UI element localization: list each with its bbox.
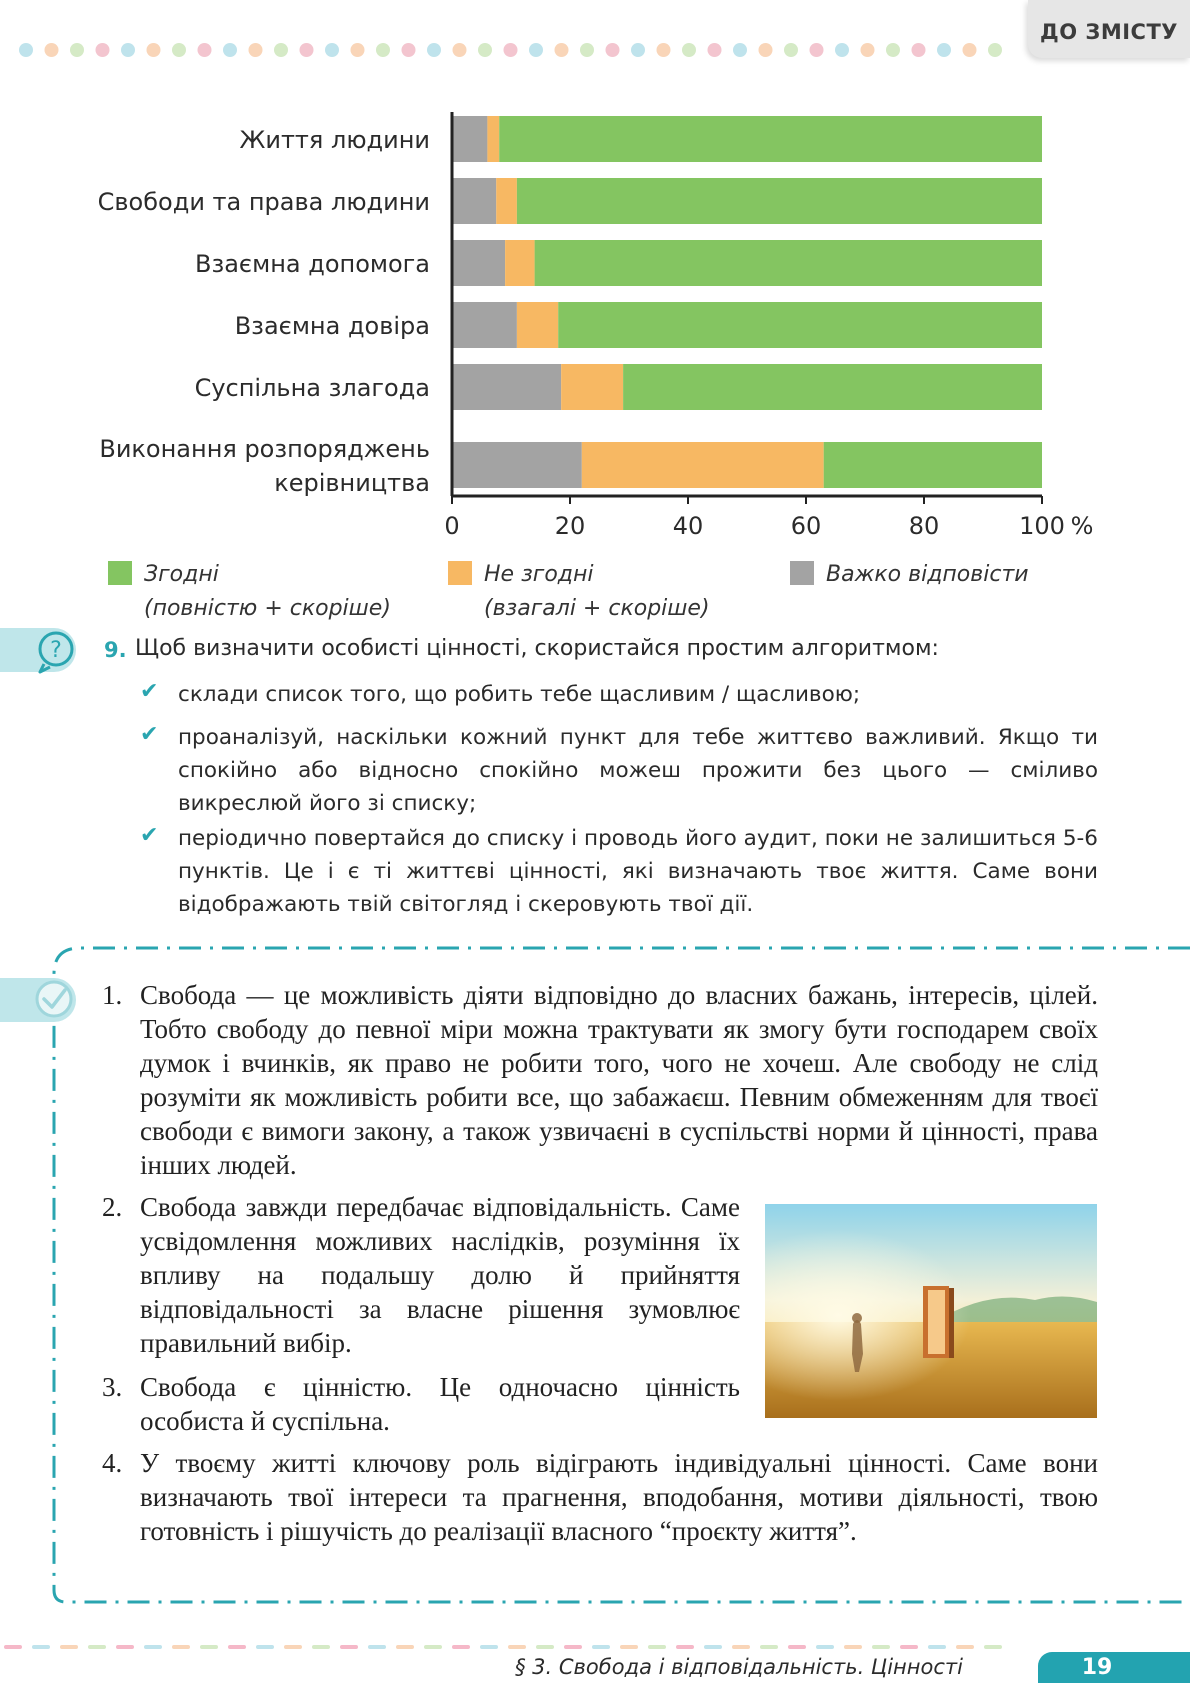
bar-segment-0-1 <box>487 116 499 162</box>
summary-point-text: Свобода є цінністю. Це одночасно цінність особиста й суспільна. <box>140 1372 740 1436</box>
category-label: Взаємна допомога <box>195 250 430 278</box>
page-number: 19 <box>1081 1655 1113 1680</box>
category-label: Життя людини <box>239 126 430 154</box>
summary-point-number: 3. <box>102 1372 123 1402</box>
x-tick-label: 100 <box>1019 512 1065 540</box>
bar-segment-3-2 <box>558 302 1042 348</box>
legend-sublabel-disagree: (взагалі + скоріше) <box>484 596 710 621</box>
summary-point-number: 2. <box>102 1192 123 1222</box>
legend-item-disagree <box>448 558 710 626</box>
legend-item-hard-to-say <box>790 558 1029 592</box>
bar-segment-5-0 <box>452 442 582 488</box>
contents-button[interactable] <box>1028 0 1190 58</box>
bar-segment-2-1 <box>505 240 534 286</box>
x-tick-label: 40 <box>672 512 704 540</box>
legend-swatch-disagree <box>448 561 472 585</box>
task-step-text: періодично повертайся до списку і проводь його аудит, поки не залишиться 5-6 пунктів. Це і є ті життєві цінності, які визначають твоє життя. Саме вони відображають твій світогляд і скеровують твої дії. <box>178 826 1098 917</box>
checkmark-icon: ✔ <box>140 678 159 703</box>
stacked-bar-chart <box>0 100 1190 550</box>
bar-segment-2-2 <box>535 240 1042 286</box>
x-tick-label: 80 <box>908 512 940 540</box>
legend-sublabel-agree: (повністю + скоріше) <box>144 596 391 621</box>
bar-segment-5-1 <box>582 442 824 488</box>
bar-segment-1-0 <box>452 178 496 224</box>
x-unit-label: % <box>1070 512 1094 540</box>
category-label: Виконання розпоряджень <box>99 435 430 463</box>
page-number-badge <box>1038 1652 1190 1683</box>
x-tick-label: 0 <box>444 512 460 540</box>
svg-text:?: ? <box>50 638 62 663</box>
bar-segment-1-2 <box>517 178 1042 224</box>
category-label: керівництва <box>274 469 430 497</box>
x-tick-label: 20 <box>554 512 586 540</box>
summary-point-text: Свобода — це можливість діяти відповідно до власних бажань, інтересів, цілей. Тобто свободу до певної міри можна трактувати як змогу бути господарем своїх думок і вчинків, як право не робити того, чого не хочеш. Але свободу не слід розуміти як можливість робити все, що забажаєш. Певним обмеженням для твоєї свободи є вимоги закону, а також узвичаєні в суспільстві норми й цінності, права інших людей. <box>140 980 1098 1180</box>
summary-point-text: Свобода завжди передбачає відповідальність. Саме усвідомлення можливих наслідків, розуміння їх впливу на подальшу долю й прийняття відповідальності за власне рішення зумовлює правильний вибір. <box>140 1192 740 1358</box>
contents-button-label: ДО ЗМІСТУ <box>1040 20 1178 44</box>
checkmark-icon: ✔ <box>140 822 159 847</box>
top-dots-decoration <box>10 40 1020 60</box>
category-label: Взаємна довіра <box>234 312 430 340</box>
section-title: § 3. Свобода і відповідальність. Цінності <box>515 1655 963 1679</box>
summary-point-text: У твоєму житті ключову роль відіграють індивідуальні цінності. Саме вони визначають твої інтереси та прагнення, вподобання, мотиви діяльності, твою готовність і рішучість до реалізації власного “проєкту життя”. <box>140 1448 1098 1546</box>
bar-segment-0-2 <box>499 116 1042 162</box>
question-icon <box>34 628 78 674</box>
task-step-text: проаналізуй, наскільки кожний пункт для тебе життєво важливий. Якщо ти спокійно або відносно спокійно можеш прожити без цього — сміливо викреслюй його зі списку; <box>178 725 1098 816</box>
legend-swatch-agree <box>108 561 132 585</box>
legend-label-agree: Згодні <box>144 562 219 587</box>
bar-segment-2-0 <box>452 240 505 286</box>
x-tick-label: 60 <box>790 512 822 540</box>
bar-segment-4-2 <box>623 364 1042 410</box>
category-label: Суспільна злагода <box>194 374 430 402</box>
legend-swatch-hard-to-say <box>790 561 814 585</box>
bar-segment-3-0 <box>452 302 517 348</box>
legend-label-hard-to-say: Важко відповісти <box>826 562 1029 587</box>
category-label: Свободи та права людини <box>97 188 430 216</box>
bar-segment-4-1 <box>561 364 623 410</box>
task-step-text: склади список того, що робить тебе щасливим / щасливою; <box>178 682 861 707</box>
bar-segment-3-1 <box>517 302 558 348</box>
legend-label-disagree: Не згодні <box>484 562 594 587</box>
task-number: 9. <box>104 638 127 662</box>
footer-dash-line <box>0 1644 1030 1650</box>
bar-segment-0-0 <box>452 116 487 162</box>
field-door-photo <box>765 1204 1097 1418</box>
checkmark-icon: ✔ <box>140 721 159 746</box>
check-icon <box>30 976 78 1022</box>
task-intro: Щоб визначити особисті цінності, скористайся простим алгоритмом: <box>135 636 939 661</box>
bar-segment-5-2 <box>824 442 1042 488</box>
summary-point-number: 1. <box>102 980 123 1010</box>
bar-segment-1-1 <box>496 178 517 224</box>
bar-segment-4-0 <box>452 364 561 410</box>
legend-item-agree <box>108 558 391 626</box>
summary-point-number: 4. <box>102 1448 123 1478</box>
